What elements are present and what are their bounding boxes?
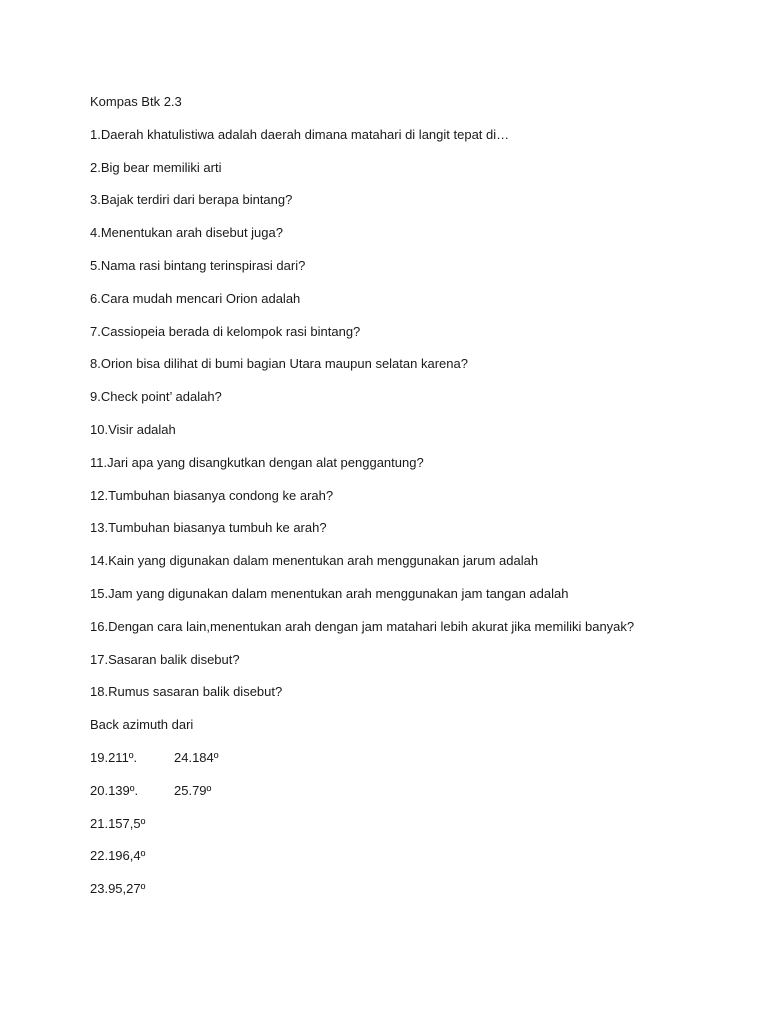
- document-page: [90, 92, 730, 912]
- question-10: 10.Visir adalah: [90, 421, 176, 437]
- question-7: 7.Cassiopeia berada di kelompok rasi bintang?: [90, 323, 361, 339]
- question-18: 18.Rumus sasaran balik disebut?: [90, 684, 283, 700]
- question-6: 6.Cara mudah mencari Orion adalah: [90, 290, 301, 306]
- azimuth-row-20-25: [90, 781, 730, 801]
- question-20: 20.139º.: [90, 782, 139, 798]
- question-4: 4.Menentukan arah disebut juga?: [90, 225, 283, 241]
- question-8: 8.Orion bisa dilihat di bumi bagian Utara maupun selatan karena?: [90, 356, 468, 372]
- question-5: 5.Nama rasi bintang terinspirasi dari?: [90, 257, 306, 273]
- question-13: 13.Tumbuhan biasanya tumbuh ke arah?: [90, 520, 327, 536]
- question-23: 23.95,27º: [90, 881, 146, 897]
- question-15: 15.Jam yang digunakan dalam menentukan arah menggunakan jam tangan adalah: [90, 585, 569, 601]
- question-11: 11.Jari apa yang disangkutkan dengan alat penggantung?: [90, 454, 424, 470]
- question-1: 1.Daerah khatulistiwa adalah daerah dimana matahari di langit tepat di…: [90, 126, 510, 142]
- question-24: 24.184º: [174, 749, 219, 765]
- question-14: 14.Kain yang digunakan dalam menentukan arah menggunakan jarum adalah: [90, 553, 539, 569]
- question-3: 3.Bajak terdiri dari berapa bintang?: [90, 192, 293, 208]
- question-22: 22.196,4º: [90, 848, 146, 864]
- azimuth-row-19-24: [90, 748, 730, 768]
- question-9: 9.Check point’ adalah?: [90, 389, 222, 405]
- question-12: 12.Tumbuhan biasanya condong ke arah?: [90, 487, 334, 503]
- back-azimuth-heading: Back azimuth dari: [90, 717, 194, 733]
- question-2: 2.Big bear memiliki arti: [90, 159, 222, 175]
- question-25: 25.79º: [174, 782, 212, 798]
- document-title: Kompas Btk 2.3: [90, 94, 182, 109]
- question-21: 21.157,5º: [90, 815, 146, 831]
- question-17: 17.Sasaran balik disebut?: [90, 651, 240, 667]
- question-19: 19.211º.: [90, 749, 138, 765]
- question-16: 16.Dengan cara lain,menentukan arah dengan jam matahari lebih akurat jika memiliki banyak?: [90, 618, 635, 634]
